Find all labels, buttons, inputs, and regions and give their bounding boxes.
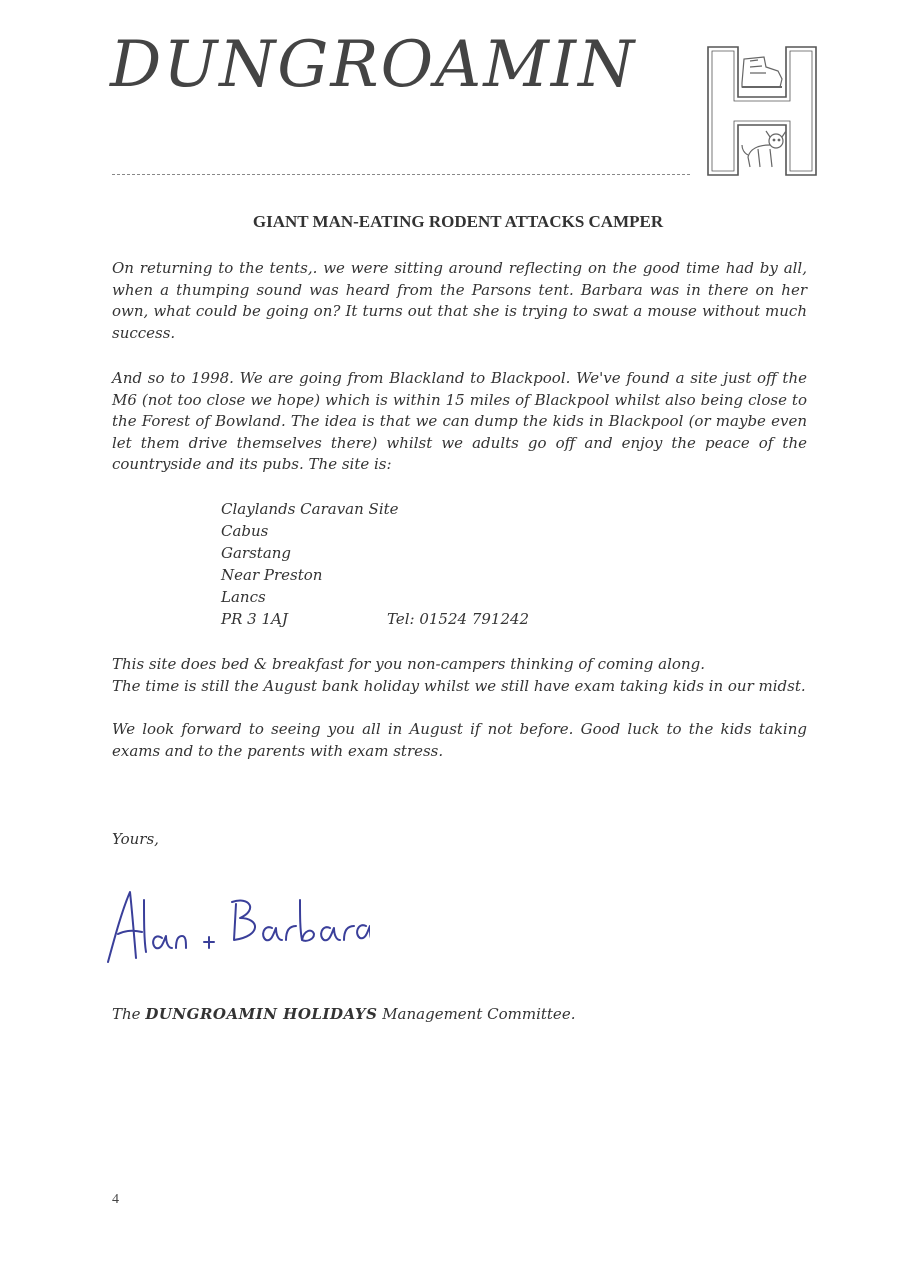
address-line: Garstang [221, 544, 292, 562]
address-line: Near Preston [221, 566, 323, 584]
article-headline: GIANT MAN-EATING RODENT ATTACKS CAMPER [252, 212, 664, 231]
paragraph-bed-breakfast: This site does bed & breakfast for you non-campers thinking of coming along. [112, 655, 705, 673]
committee-name: DUNGROAMIN HOLIDAYS [145, 1005, 378, 1023]
address-postcode: PR 3 1AJ [221, 610, 288, 628]
salutation: Yours, [112, 830, 159, 848]
committee-prefix: The [112, 1005, 141, 1023]
page-number: 4 [112, 1192, 119, 1207]
paragraph-mouse-story: On returning to the tents,. we were sitting around reflecting on the good time had by all, when a thumping sound was heard from the Parsons tent. Barbara was in there on her own, what could be going on? It turns out that she is trying to swat a mouse without much success. [112, 259, 807, 342]
paragraph-bank-holiday: The time is still the August bank holiday whilst we still have exam taking kids in our midst. [112, 677, 806, 695]
address-telephone: Tel: 01524 791242 [387, 610, 530, 628]
committee-suffix: Management Committee. [382, 1005, 576, 1023]
masthead-divider [112, 174, 690, 175]
boot-icon [742, 57, 782, 87]
dog-icon [742, 131, 786, 167]
dungroamin-logo [706, 45, 818, 177]
signature [100, 880, 370, 970]
address-line: Claylands Caravan Site [221, 500, 399, 518]
address-line: Lancs [221, 588, 266, 606]
campsite-address [221, 498, 661, 630]
paragraph-1998-plans: And so to 1998. We are going from Blackland to Blackpool. We've found a site just off the M6 (not too close we hope) which is within 15 miles of Blackpool whilst also being close to the Forest of Bowland. The idea is that we can dump the kids in Blackpool (or maybe even let them drive themselves there) whilst we adults go off and enjoy the peace of the countryside and its pubs. The site is: [112, 369, 807, 473]
masthead-title: DUNGROAMIN [110, 28, 637, 102]
paragraph-good-luck: We look forward to seeing you all in August if not before. Good luck to the kids taking exams and to the parents with exam stress. [112, 720, 807, 760]
committee-signoff [112, 1005, 575, 1023]
address-line: Cabus [221, 522, 269, 540]
